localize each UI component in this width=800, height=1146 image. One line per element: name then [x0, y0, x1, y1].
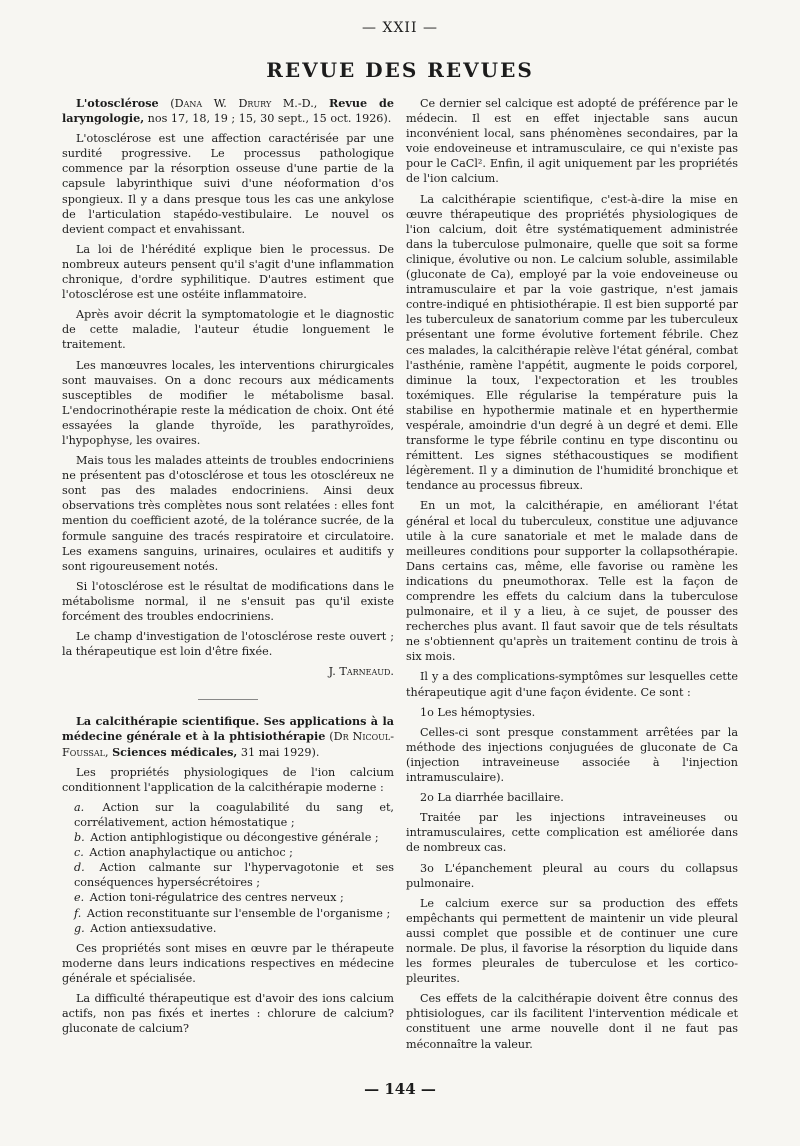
- complication-text: Traitée par les injections intraveineuses ou intramusculaires, cette complication est améliorée dans de nombreux cas.: [406, 811, 738, 855]
- article1-signature: J. Tarneaud.: [328, 665, 394, 679]
- article1-paragraph: Les manœuvres locales, les interventions chirurgicales sont mauvaises. On a donc recours aux médicaments susceptibles de modifier le métabolisme basal. L'endocrinothérapie reste la médication de choix. Ont été essayées la glande thyroïde, les parathyroïdes, l'hypophyse, les ovaires.: [62, 358, 394, 447]
- article2-paragraph: Ces propriétés sont mises en œuvre par le thérapeute moderne dans leurs indications respectives en médecine générale et spécialisée.: [62, 941, 394, 985]
- action-item: a. Action sur la coagulabilité du sang et, corrélativement, action hémostatique ;: [74, 800, 394, 829]
- article1-citation-issue: nos 17, 18, 19 ; 15, 30 sept., 15 oct. 1926).: [147, 112, 392, 126]
- complication-text: Le calcium exerce sur sa production des effets empêchants qui permettent de maintenir un vide pleural aussi complet que possible et de continuer une cure normale. De plus, il favorise la résorption du liquide dans les formes pleurales de tuberculose et les cortico-pleurites.: [406, 896, 738, 986]
- action-item: f. Action reconstituante sur l'ensemble de l'organisme ;: [74, 906, 391, 920]
- article1-title: L'otosclérose: [76, 96, 159, 110]
- article2-intro: Les propriétés physiologiques de l'ion calcium conditionnent l'application de la calcithérapie moderne :: [62, 765, 394, 794]
- action-item: d. Action calmante sur l'hypervagotonie et ses conséquences hypersécrétoires ;: [74, 861, 394, 890]
- complication-text: Celles-ci sont presque constamment arrêtées par la méthode des injections conjuguées de gluconate de Ca (injection intraveineuse associée à l'injection intramusculaire).: [406, 725, 738, 785]
- journal-title: REVUE DES REVUES: [266, 58, 534, 82]
- article1-paragraph: Après avoir décrit la symptomatologie et le diagnostic de cette maladie, l'auteur étudie longuement le traitement.: [62, 308, 394, 352]
- complication-heading: 2o La diarrhée bacillaire.: [420, 791, 564, 805]
- article2-paragraph: En un mot, la calcithérapie, en améliorant l'état général et local du tuberculeux, constitue une adjuvance utile à la cure sanatoriale et met le malade dans de meilleures conditions pour supporter la collapsothérapie. Dans certains cas, même, elle favorise ou ramène les indications du pneumothorax. Telle est la façon de comprendre les effets du calcium dans la tuberculose pulmonaire, et il y a lieu, à ce sujet, de pousser des recherches plus avant. Il faut savoir que de tels résultats ne s'obtiennent qu'après un traitement continu de trois à six mois.: [406, 499, 738, 664]
- article2-paragraph: Ce dernier sel calcique est adopté de préférence par le médecin. Il est en effet injectable sans aucun inconvénient local, sans phénomènes secondaires, par la voie endoveineuse et intramusculaire, ce qui n'existe pas pour le CaCl². Enfin, il agit uniquement par les propriétés de l'ion calcium.: [406, 97, 738, 186]
- complication-heading: 3o L'épanchement pleural au cours du collapsus pulmonaire.: [406, 861, 738, 890]
- article2-title: La calcithérapie scientifique. Ses applications à la médecine générale et à la phtisiothérapie: [62, 714, 394, 744]
- article1-paragraph: L'otosclérose est une affection caractérisée par une surdité progressive. Le processus pathologique commence par la résorption osseuse d'une partie de la capsule labyrinthique suivi d'une néoformation d'os spongieux. Il y a dans presque tous les cas une ankylose de l'articulation stapédo-vestibulaire. Le nouvel os devient compact et envahissant.: [62, 132, 394, 236]
- article-separator: [198, 699, 258, 700]
- article2-citation-issue: 31 mai 1929).: [240, 745, 320, 759]
- article1-paragraph: La loi de l'hérédité explique bien le processus. De nombreux auteurs pensent qu'il s'agit d'une inflammation chronique, d'ordre syphilitique. D'autres estiment que l'otosclérose est une ostéite inflammatoire.: [62, 242, 394, 302]
- article2-paragraph: La difficulté thérapeutique est d'avoir des ions calcium actifs, non pas fixés et inertes : chlorure de calcium? gluconate de calcium?: [62, 991, 394, 1036]
- article1-paragraph: Si l'otosclérose est le résultat de modifications dans le métabolisme normal, il ne s'ensuit pas qu'il existe forcément des troubles endocriniens.: [62, 579, 394, 623]
- article2-paragraph: Il y a des complications-symptômes sur lesquelles cette thérapeutique agit d'une façon évidente. Ce sont :: [406, 670, 738, 699]
- article2-citation-journal: Sciences médicales,: [112, 744, 238, 759]
- article1-paragraph: Le champ d'investigation de l'otosclérose reste ouvert ; la thérapeutique est loin d'être fixée.: [62, 630, 394, 659]
- article2-paragraph: La calcithérapie scientifique, c'est-à-dire la mise en œuvre thérapeutique des propriétés physiologiques de l'ion calcium, doit être systématiquement administrée dans la tuberculose pulmonaire, quelle que soit sa forme clinique, évolutive ou non. Le calcium soluble, assimilable (gluconate de Ca), employé par la voie endoveineuse ou intramusculaire et par la voie gastrique, n'est jamais contre-indiqué en phtisiothérapie. Il est bien supporté par les tuberculeux de sanatorium comme par les tuberculeux présentant une forme évolutive fortement fébrile. Chez ces malades, la calcithérapie relève l'état général, combat l'asthénie, ramène l'appétit, augmente le poids corporel, diminue la toux, l'expectoration et les troubles toxémiques. Elle régularise la température puis la stabilise en hypothermie matinale et en hyperthermie vespérale, amoindrie d'un degré à un degré et demi. Elle transforme le type fébrile continu en type discontinu ou rémittent. Les signes stéthacoustiques se modifient légèrement. Il y a diminution de l'humidité bronchique et tendance au processus fibreux.: [406, 192, 738, 493]
- action-item: e. Action toni-régulatrice des centres nerveux ;: [74, 891, 344, 905]
- article2-citation-author: (Dr Nicoul-Foussal,: [62, 730, 394, 759]
- right-column: [406, 96, 738, 1057]
- page-header: — XXII —: [362, 20, 438, 36]
- article1-citation-journal: Revue de laryngologie,: [62, 96, 394, 126]
- left-column: [62, 96, 394, 1041]
- article2-closing: Ces effets de la calcithérapie doivent être connus des phtisiologues, car ils facilitent l'intervention médicale et constituent une arme nouvelle dont il ne faut pas méconnaître la valeur.: [406, 992, 738, 1051]
- article2-heading: [62, 714, 394, 759]
- action-item: g. Action antiexsudative.: [74, 921, 217, 935]
- page-number: — 144 —: [364, 1080, 436, 1098]
- action-item: b. Action antiphlogistique ou décongestive générale ;: [74, 831, 379, 845]
- complication-heading: 1o Les hémoptysies.: [420, 705, 536, 719]
- action-item: c. Action anaphylactique ou antichoc ;: [74, 846, 293, 860]
- article1-paragraph: Mais tous les malades atteints de troubles endocriniens ne présentent pas d'otosclérose et tous les otoscléreux ne sont pas des malades endocriniens. Ainsi deux observations très complètes nous sont relatées : elles font mention du coefficient azoté, de la tolérance sucrée, de la formule sanguine des tracés respiratoire et circulatoire. Les examens sanguins, urinaires, oculaires et auditifs y sont rigoureusement notés.: [62, 454, 394, 573]
- article1-citation-author: (Dana W. Drury M.-D.,: [170, 97, 318, 110]
- article1-heading: [62, 96, 394, 126]
